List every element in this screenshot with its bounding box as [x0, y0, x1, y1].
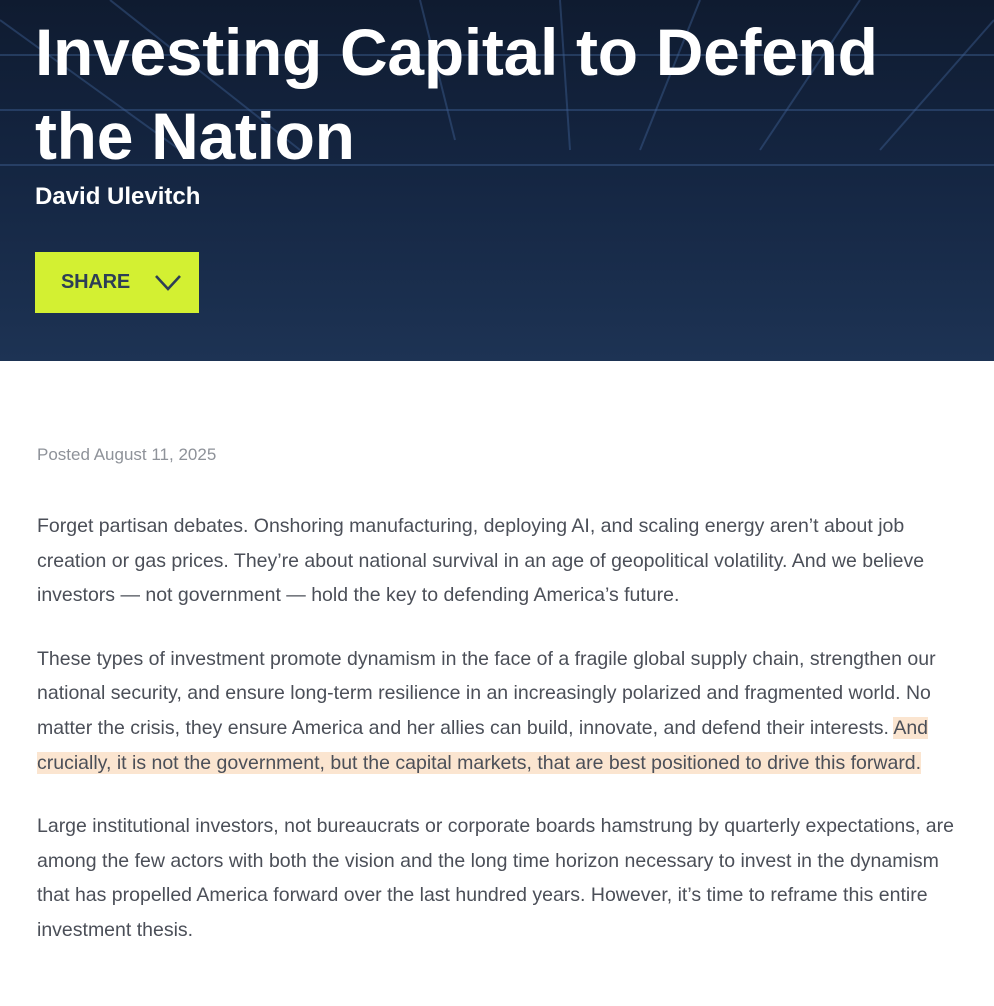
highlighted-quote: And crucially, it is not the government, but the capital markets, that are best positioned to drive this forward. — [37, 716, 929, 774]
article-paragraph-2 — [37, 642, 957, 780]
posted-date: Posted August 11, 2025 — [37, 445, 217, 464]
article-paragraph-3: Large institutional investors, not bureaucrats or corporate boards hamstrung by quarterly expectations, are among the few actors with both the vision and the long time horizon necessary to invest in the dynamism that has propelled America forward over the last hundred years. However, it’s time to reframe this entire investment thesis. — [37, 815, 954, 941]
share-button-label: SHARE — [61, 271, 131, 293]
page-title: Investing Capital to Defend the Nation — [35, 15, 878, 173]
paragraph-2-text: These types of investment promote dynamism in the face of a fragile global supply chain, strengthen our national security, and ensure long-term resilience in an increasingly polarized and fragmented world. No matter the crisis, they ensure America and her allies can build, innovate, and defend their interests. — [37, 647, 936, 739]
share-button[interactable] — [35, 252, 199, 313]
article-paragraph-1: Forget partisan debates. Onshoring manufacturing, deploying AI, and scaling energy aren’t about job creation or gas prices. They’re about national survival in an age of geopolitical volatility. And we believe investors — not government — hold the key to defending America’s future. — [37, 515, 925, 607]
author-name: David Ulevitch — [35, 183, 201, 210]
chevron-down-icon — [154, 274, 182, 292]
article-body — [37, 440, 957, 948]
hero-banner — [0, 0, 994, 361]
